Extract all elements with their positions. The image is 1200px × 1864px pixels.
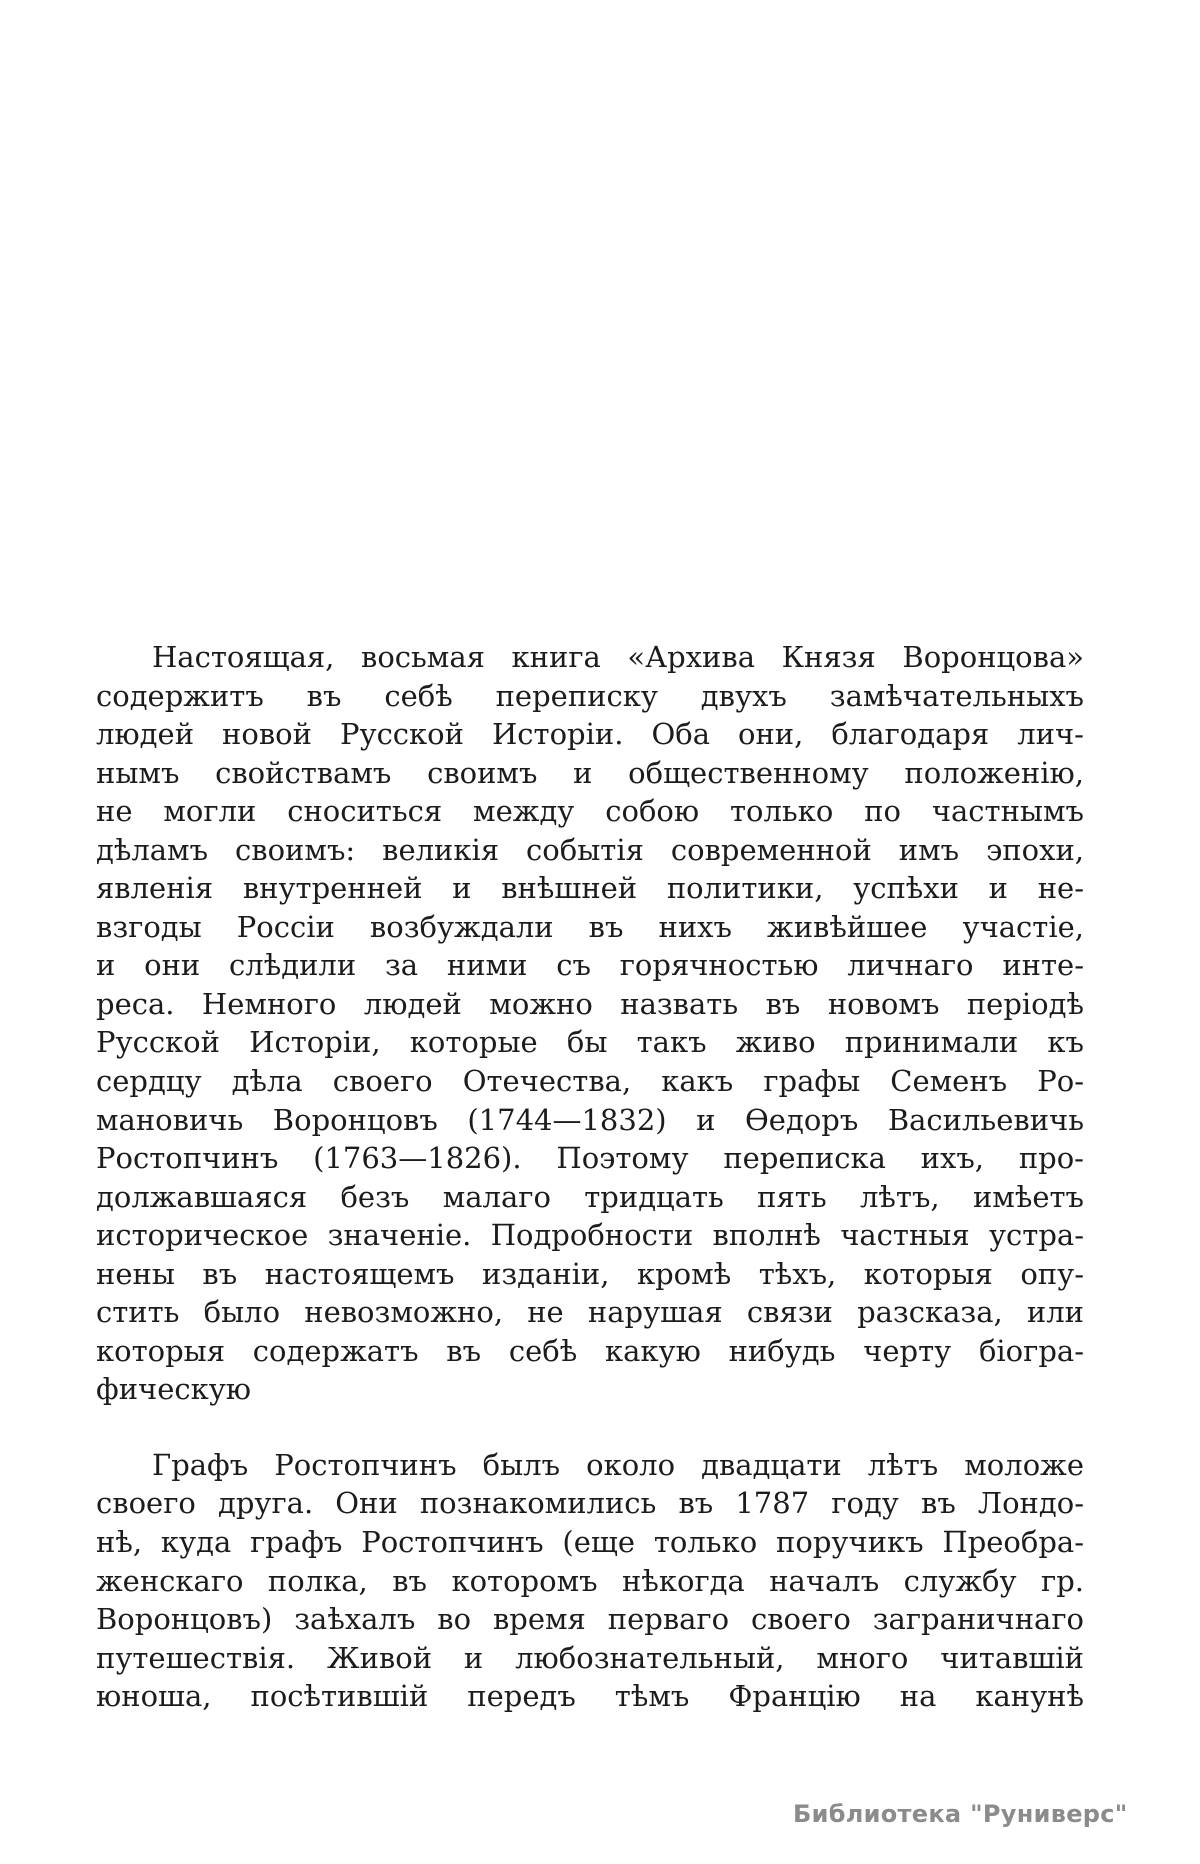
text-line: и они слѣдили за ними съ горячностью личнаго инте- bbox=[96, 948, 1084, 983]
text-line: Графъ Ростопчинъ былъ около двадцати лѣтъ моложе bbox=[152, 1447, 1084, 1482]
text-line: Русской Исторіи, которые бы такъ живо принимали къ bbox=[96, 1025, 1084, 1060]
text-line: не могли сноситься между собою только по частнымъ bbox=[96, 794, 1084, 829]
text-line: Ростопчинъ (1763—1826). Поэтому переписка ихъ, про- bbox=[96, 1141, 1084, 1176]
text-line: нымъ свойствамъ своимъ и общественному положенію, bbox=[96, 755, 1084, 790]
text-line: мановичь Воронцовъ (1744—1832) и Ѳедоръ Васильевичь bbox=[96, 1102, 1084, 1137]
text-line: дѣламъ своимъ: великія событія современной имъ эпохи, bbox=[96, 832, 1084, 867]
text-line: Настоящая, восьмая книга «Архива Князя Воронцова» bbox=[152, 640, 1084, 674]
text-line: нѣ, куда графъ Ростопчинъ (еще только поручикъ Преобра- bbox=[96, 1525, 1084, 1560]
text-line: своего друга. Они познакомились въ 1787 году въ Лондо- bbox=[96, 1486, 1084, 1521]
text-line: Воронцовъ) заѣхалъ во время перваго своего заграничнаго bbox=[96, 1602, 1084, 1637]
text-line: людей новой Русской Исторіи. Оба они, благодаря лич- bbox=[96, 717, 1084, 752]
text-line: должавшаяся безъ малаго тридцать пять лѣтъ, имѣетъ bbox=[96, 1179, 1084, 1214]
text-line: реса. Немного людей можно назвать въ новомъ періодѣ bbox=[96, 986, 1084, 1021]
text-line: историческое значеніе. Подробности вполнѣ частныя устра- bbox=[96, 1218, 1084, 1253]
text-line: юноша, посѣтившій передъ тѣмъ Францію на канунѣ bbox=[96, 1679, 1084, 1714]
text-line: явленія внутренней и внѣшней политики, успѣхи и не- bbox=[96, 871, 1084, 906]
text-block bbox=[96, 638, 1084, 1716]
text-line: фическую bbox=[96, 1372, 252, 1407]
text-line: нены въ настоящемъ изданіи, кромѣ тѣхъ, которыя опу- bbox=[96, 1256, 1084, 1291]
library-watermark: Библиотека "Руниверс" bbox=[793, 1800, 1128, 1828]
text-line: женскаго полка, въ которомъ нѣкогда началъ службу гр. bbox=[96, 1563, 1084, 1598]
text-line: стить было невозможно, не нарушая связи разсказа, или bbox=[96, 1295, 1084, 1330]
text-line: содержитъ въ себѣ переписку двухъ замѣчательныхъ bbox=[96, 678, 1084, 713]
text-line: сердцу дѣла своего Отечества, какъ графы Семенъ Ро- bbox=[96, 1064, 1084, 1099]
text-line: которыя содержатъ въ себѣ какую нибудь черту біогра- bbox=[96, 1333, 1084, 1368]
text-line: взгоды Россіи возбуждали въ нихъ живѣйшее участіе, bbox=[96, 909, 1084, 944]
text-line: путешествія. Живой и любознательный, много читавшій bbox=[96, 1640, 1084, 1675]
